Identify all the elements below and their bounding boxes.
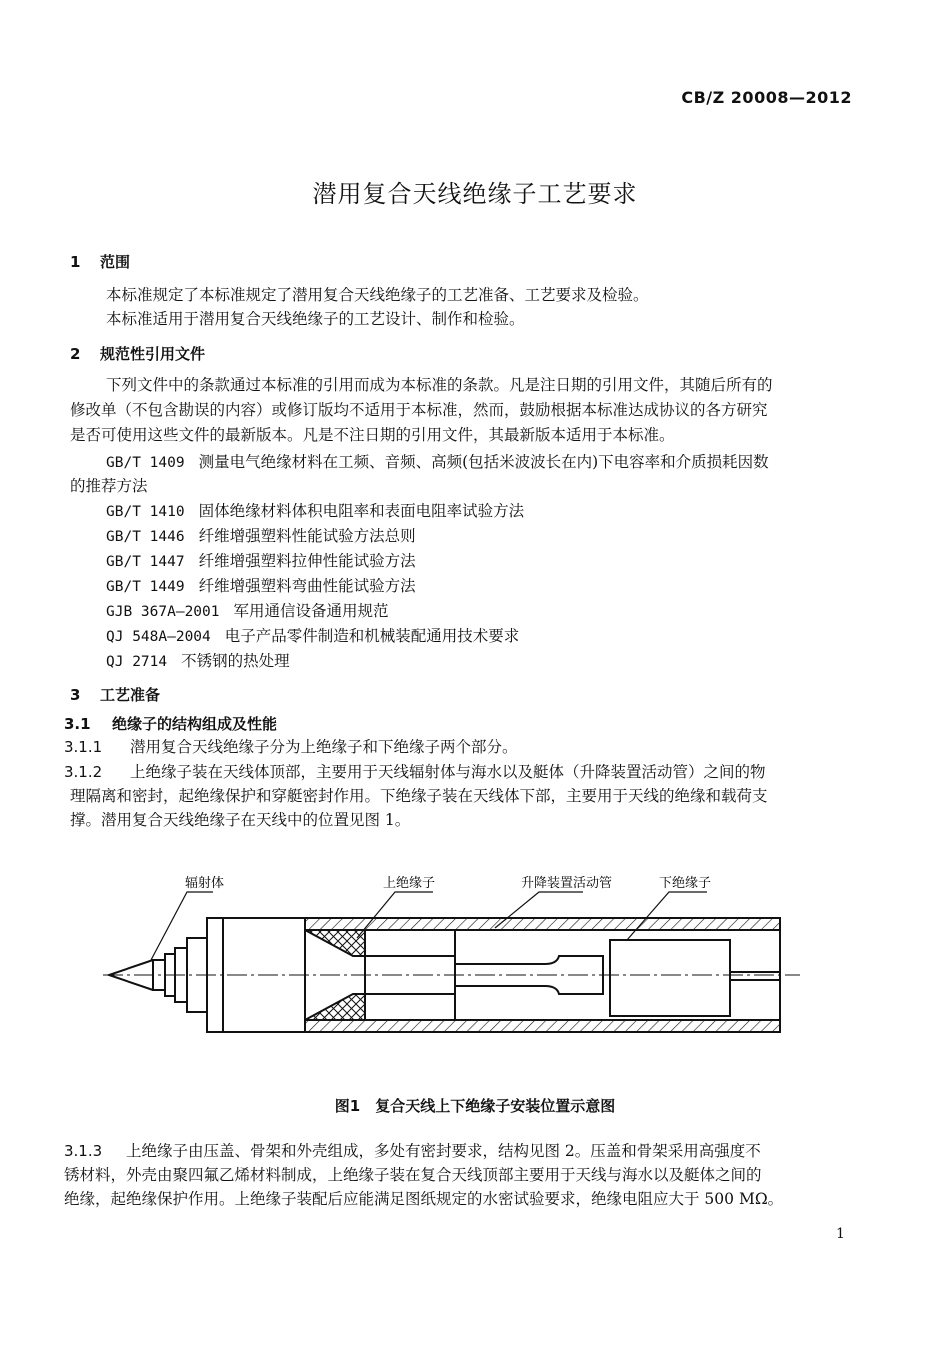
section-2-heading bbox=[70, 343, 205, 364]
subsection-number: 3.1.3 bbox=[64, 1142, 103, 1160]
label-lower-insulator: 下绝缘子 bbox=[659, 876, 712, 891]
paragraph-line: 锈材料，外壳由聚四氟乙烯材料制成，上绝缘子装在复合天线顶部主要用于天线与海水以及艇体之间的 bbox=[64, 1166, 762, 1184]
reference-code: GB/T 1446 bbox=[106, 529, 185, 545]
section-title: 范围 bbox=[100, 253, 131, 271]
standard-number: CB/Z 20008—2012 bbox=[681, 88, 852, 107]
reference-title: 电子产品零件制造和机械装配通用技术要求 bbox=[224, 627, 520, 645]
mast-tube-bottom-wall bbox=[305, 1020, 780, 1032]
paragraph-line: 上绝缘子由压盖、骨架和外壳组成，多处有密封要求，结构见图 2。压盖和骨架采用高强度不 bbox=[126, 1142, 761, 1160]
figure-1-diagram bbox=[95, 860, 810, 1065]
leader-upper-insulator bbox=[357, 892, 433, 938]
section-3-heading bbox=[70, 684, 160, 705]
reference-item bbox=[106, 499, 524, 525]
reference-title: 测量电气绝缘材料在工频、音频、高频(包括米波波长在内)下电容率和介质损耗因数 bbox=[198, 453, 769, 471]
reference-title: 纤维增强塑料性能试验方法总则 bbox=[198, 527, 416, 545]
reference-item bbox=[106, 599, 389, 625]
subsection-title: 绝缘子的结构组成及性能 bbox=[112, 715, 278, 733]
reference-code: GB/T 1449 bbox=[106, 579, 185, 595]
section-number: 3 bbox=[70, 686, 81, 704]
paragraph-line: 修改单（不包含勘误的内容）或修订版均不适用于本标准，然而，鼓励根据本标准达成协议的各方研究 bbox=[70, 401, 768, 419]
leader-radiator bbox=[151, 892, 213, 960]
reference-code: QJ 2714 bbox=[106, 654, 168, 670]
paragraph: 本标准适用于潜用复合天线绝缘子的工艺设计、制作和检验。 bbox=[106, 310, 525, 328]
reference-item bbox=[106, 624, 519, 650]
section-title: 工艺准备 bbox=[100, 686, 161, 704]
subsection-3-1 bbox=[64, 713, 277, 734]
reference-title: 军用通信设备通用规范 bbox=[233, 602, 389, 620]
reference-code: GB/T 1447 bbox=[106, 554, 185, 570]
reference-code: GJB 367A—2001 bbox=[106, 604, 220, 620]
paragraph-line: 潜用复合天线绝缘子分为上绝缘子和下绝缘子两个部分。 bbox=[130, 738, 518, 756]
paragraph-line: 是否可使用这些文件的最新版本。凡是不注日期的引用文件，其最新版本适用于本标准。 bbox=[70, 426, 675, 444]
label-upper-insulator: 上绝缘子 bbox=[383, 876, 436, 891]
lower-insulator-block bbox=[610, 940, 730, 1016]
figure-1-caption: 图1 复合天线上下绝缘子安装位置示意图 bbox=[334, 1097, 616, 1115]
reference-code: GB/T 1410 bbox=[106, 504, 185, 520]
label-mast-tube: 升降装置活动管 bbox=[521, 876, 613, 891]
reference-title: 不锈钢的热处理 bbox=[181, 652, 290, 670]
paragraph-line: 下列文件中的条款通过本标准的引用而成为本标准的条款。凡是注日期的引用文件，其随后所有的 bbox=[106, 376, 773, 394]
section-title: 规范性引用文件 bbox=[100, 345, 206, 363]
reference-item bbox=[106, 450, 769, 476]
document-title: 潜用复合天线绝缘子工艺要求 bbox=[312, 180, 638, 208]
reference-item bbox=[106, 649, 290, 675]
upper-insulator-bottom bbox=[305, 994, 365, 1020]
section-number: 2 bbox=[70, 345, 81, 363]
subsection-number: 3.1.1 bbox=[64, 738, 103, 756]
subsection-number: 3.1 bbox=[64, 715, 91, 733]
paragraph-line: 上绝缘子装在天线体顶部，主要用于天线辐射体与海水以及艇体（升降装置活动管）之间的物 bbox=[130, 763, 766, 781]
mast-tube-top-wall bbox=[305, 918, 780, 930]
subsection-3-1-2 bbox=[64, 760, 766, 785]
reference-title: 纤维增强塑料弯曲性能试验方法 bbox=[198, 577, 416, 595]
leader-lower-insulator bbox=[627, 892, 707, 940]
reference-item bbox=[106, 549, 416, 575]
reference-continuation: 的推荐方法 bbox=[70, 477, 148, 495]
label-radiator: 辐射体 bbox=[185, 876, 225, 891]
paragraph-line: 理隔离和密封，起绝缘保护和穿艇密封作用。下绝缘子装在天线体下部，主要用于天线的绝缘和载荷支 bbox=[70, 787, 768, 805]
reference-item bbox=[106, 574, 416, 600]
paragraph-line: 撑。潜用复合天线绝缘子在天线中的位置见图 1。 bbox=[70, 811, 411, 829]
paragraph: 本标准规定了本标准规定了潜用复合天线绝缘子的工艺准备、工艺要求及检验。 bbox=[106, 286, 649, 304]
page-number: 1 bbox=[836, 1226, 845, 1242]
section-1-heading bbox=[70, 251, 130, 272]
reference-title: 固体绝缘材料体积电阻率和表面电阻率试验方法 bbox=[198, 502, 525, 520]
paragraph-line: 绝缘，起绝缘保护作用。上绝缘子装配后应能满足图纸规定的水密试验要求，绝缘电阻应大于 500 MΩ。 bbox=[64, 1190, 784, 1208]
reference-code: QJ 548A—2004 bbox=[106, 629, 211, 645]
reference-title: 纤维增强塑料拉伸性能试验方法 bbox=[198, 552, 416, 570]
upper-insulator-top bbox=[305, 930, 365, 956]
subsection-number: 3.1.2 bbox=[64, 763, 103, 781]
reference-item bbox=[106, 524, 416, 550]
subsection-3-1-1 bbox=[64, 735, 518, 760]
section-number: 1 bbox=[70, 253, 81, 271]
reference-code: GB/T 1409 bbox=[106, 455, 185, 471]
subsection-3-1-3 bbox=[64, 1139, 761, 1164]
